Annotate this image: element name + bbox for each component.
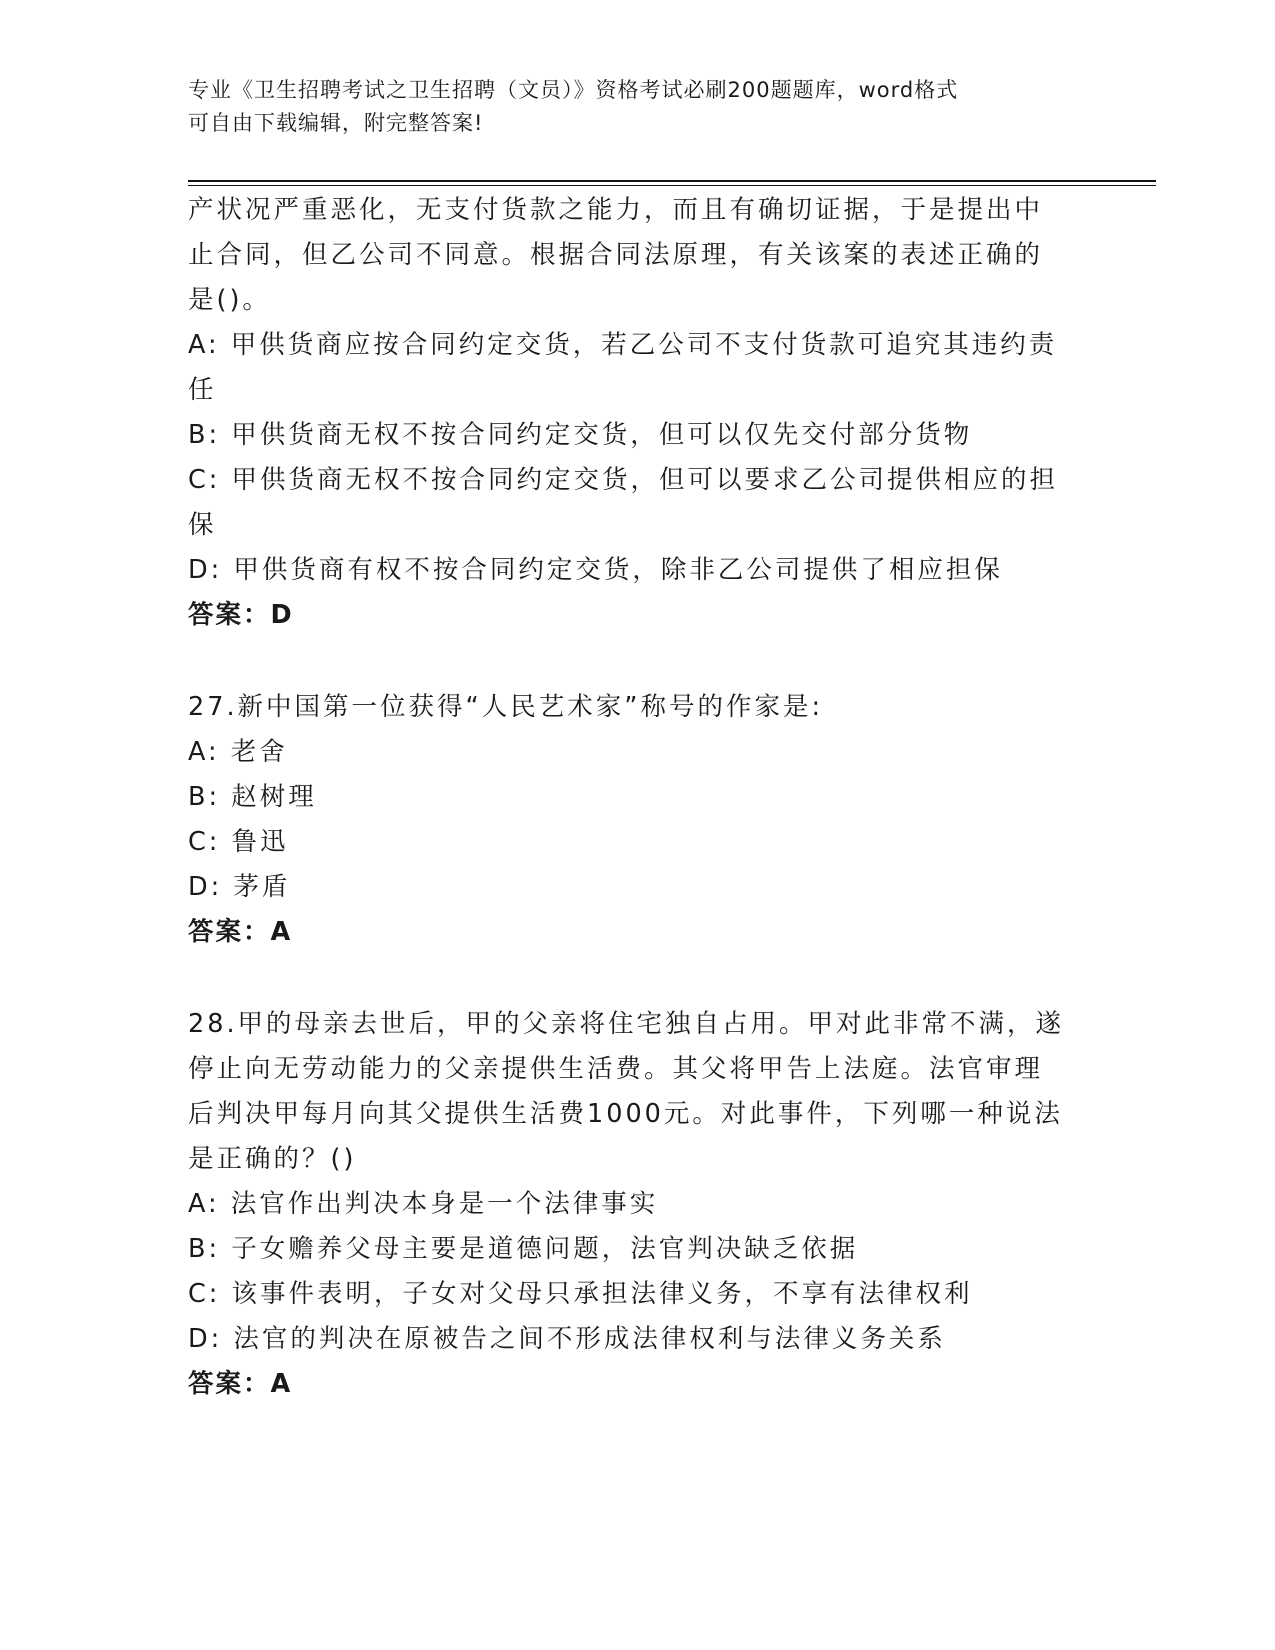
header-line-2: 可自由下载编辑，附完整答案!: [188, 111, 484, 135]
option-a: A: 老舍: [188, 737, 288, 767]
question-stem-line: 后判决甲每月向其父提供生活费1000元。对此事件，下列哪一种说法: [188, 1099, 1063, 1129]
option-c: C: 该事件表明，子女对父母只承担法律义务，不享有法律权利: [188, 1279, 973, 1309]
option-d: D: 法官的判决在原被告之间不形成法律权利与法律义务关系: [188, 1324, 946, 1354]
option-b: B: 赵树理: [188, 782, 317, 812]
header-line-1: 专业《卫生招聘考试之卫生招聘（文员）》资格考试必刷200题题库，word格式: [188, 78, 959, 102]
document-header: [188, 74, 1068, 140]
question-26: [188, 188, 1088, 638]
question-list: [188, 188, 1088, 1407]
option-c: C: 甲供货商无权不按合同约定交货，但可以要求乙公司提供相应的担: [188, 465, 1059, 495]
header-rule-thin: [188, 185, 1156, 186]
question-stem-line: 28.甲的母亲去世后，甲的父亲将住宅独自占用。甲对此非常不满，遂: [188, 1009, 1065, 1039]
option-a: A: 甲供货商应按合同约定交货，若乙公司不支付货款可追究其违约责: [188, 330, 1058, 360]
option-d: D: 甲供货商有权不按合同约定交货，除非乙公司提供了相应担保: [188, 555, 1003, 585]
question-stem-line: 27.新中国第一位获得“人民艺术家”称号的作家是:: [188, 692, 824, 722]
question-stem-line: 止合同，但乙公司不同意。根据合同法原理，有关该案的表述正确的: [188, 240, 1044, 270]
option-c: C: 鲁迅: [188, 827, 289, 857]
option-a-continued: 任: [188, 375, 217, 405]
question-stem-line: 是()。: [188, 285, 271, 315]
option-a: A: 法官作出判决本身是一个法律事实: [188, 1189, 659, 1219]
question-stem-line: 停止向无劳动能力的父亲提供生活费。其父将甲告上法庭。法官审理: [188, 1054, 1044, 1084]
option-d: D: 茅盾: [188, 872, 291, 902]
answer: 答案：D: [188, 600, 294, 630]
question-28: [188, 1002, 1088, 1407]
header-rule-thick: [188, 180, 1156, 182]
question-stem-line: 产状况严重恶化，无支付货款之能力，而且有确切证据，于是提出中: [188, 195, 1044, 225]
option-b: B: 甲供货商无权不按合同约定交货，但可以仅先交付部分货物: [188, 420, 973, 450]
answer: 答案：A: [188, 1369, 293, 1399]
question-stem-line: 是正确的？(): [188, 1144, 357, 1174]
option-c-continued: 保: [188, 510, 217, 540]
question-27: [188, 685, 1088, 955]
option-b: B: 子女赡养父母主要是道德问题，法官判决缺乏依据: [188, 1234, 859, 1264]
answer: 答案：A: [188, 917, 293, 947]
